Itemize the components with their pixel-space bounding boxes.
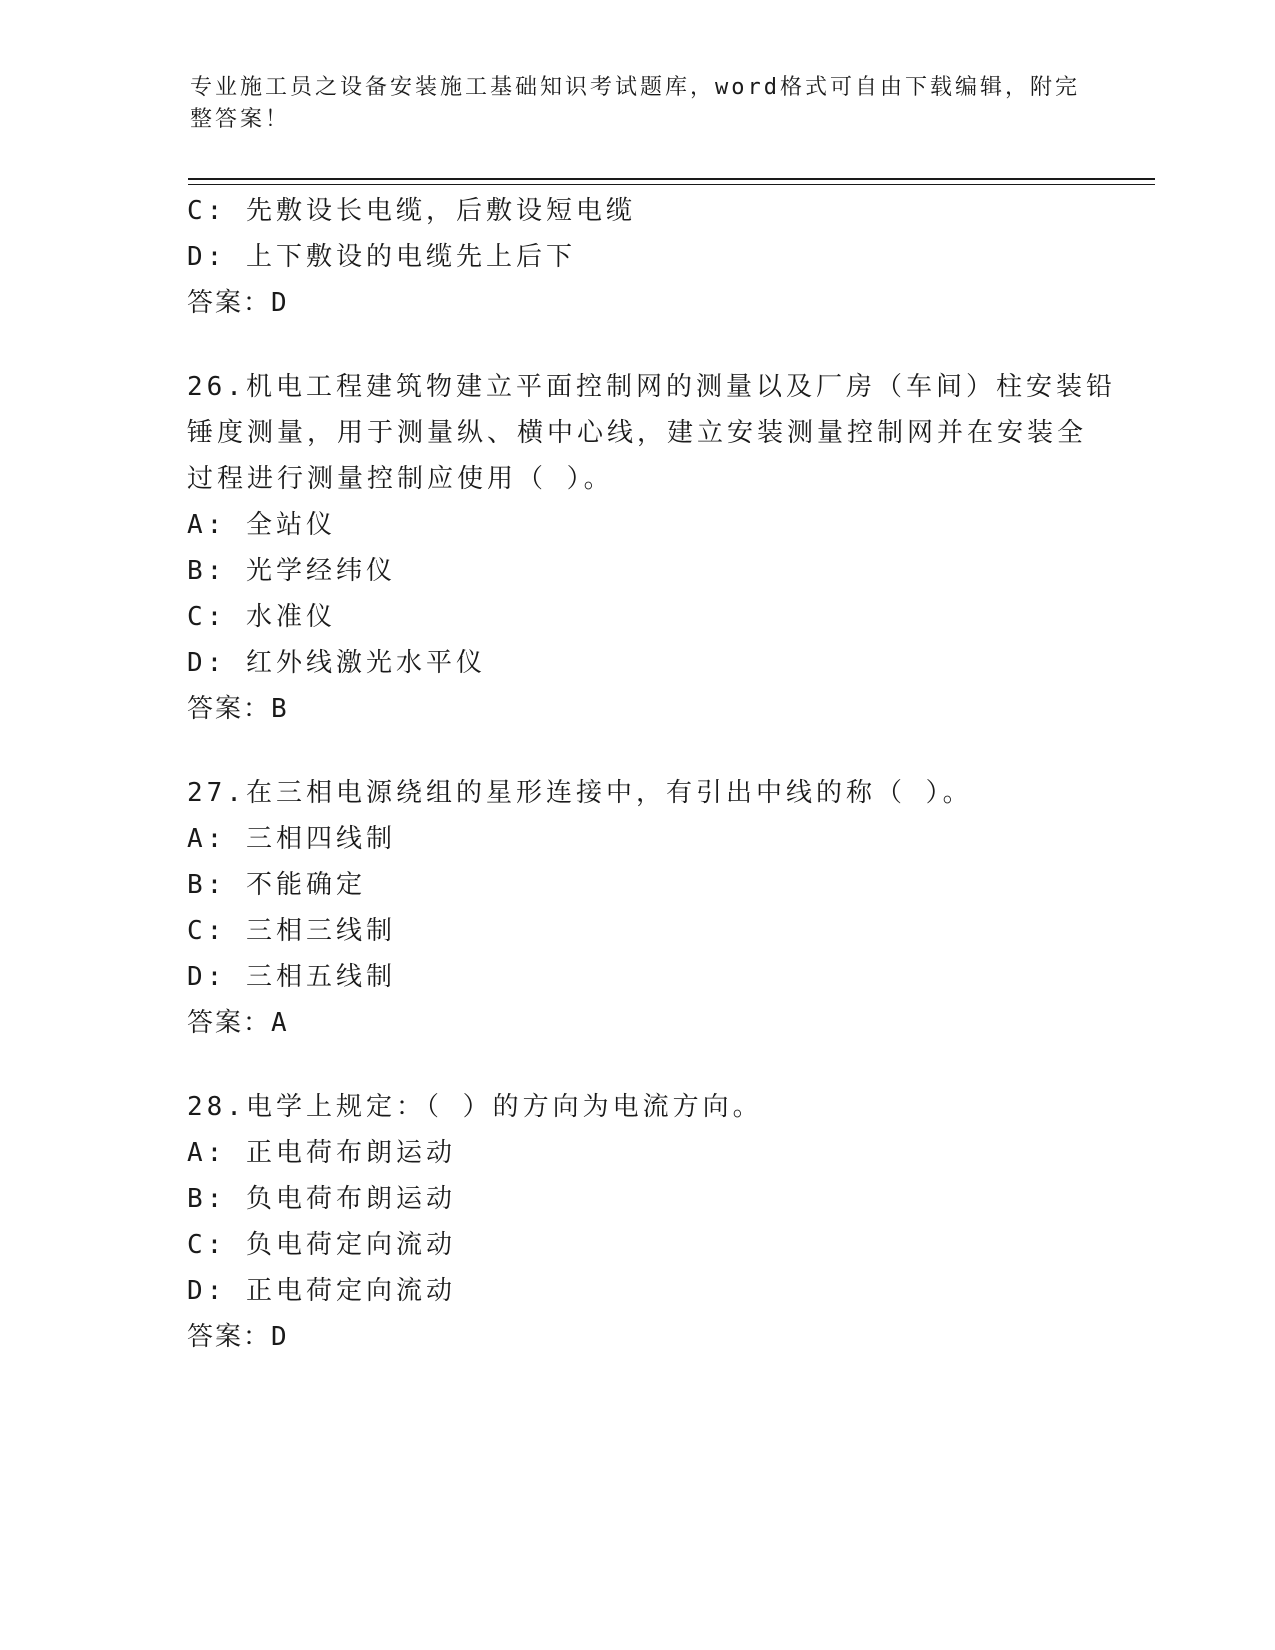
option-a: A: 全站仪 [187, 510, 336, 540]
question-text-line: 26.机电工程建筑物建立平面控制网的测量以及厂房（车间）柱安装铅 [187, 372, 1116, 402]
document-header [190, 72, 1090, 136]
question-list [187, 188, 1116, 1360]
header-line-1: 专业施工员之设备安装施工基础知识考试题库，word格式可自由下载编辑，附完 [190, 75, 1080, 100]
question-27 [187, 770, 1087, 1046]
option-c: C: 先敷设长电缆，后敷设短电缆 [187, 196, 636, 226]
question-26 [187, 364, 1116, 732]
spacer [187, 326, 1087, 364]
option-d: D: 红外线激光水平仪 [187, 648, 486, 678]
option-c: C: 三相三线制 [187, 916, 396, 946]
answer-line: 答案：D [187, 288, 289, 318]
header-line-2: 整答案！ [190, 107, 291, 132]
question-text-line: 过程进行测量控制应使用（ ）。 [187, 464, 614, 494]
header-divider-thin [188, 184, 1155, 185]
header-divider-thick [188, 178, 1155, 180]
option-c: C: 水准仪 [187, 602, 336, 632]
option-b: B: 不能确定 [187, 870, 366, 900]
question-text-line: 28.电学上规定：（ ）的方向为电流方向。 [187, 1092, 763, 1122]
question-28 [187, 1084, 1087, 1360]
answer-line: 答案：B [187, 694, 289, 724]
question-text-line: 27.在三相电源绕组的星形连接中，有引出中线的称（ ）。 [187, 778, 973, 808]
answer-line: 答案：D [187, 1322, 289, 1352]
option-b: B: 光学经纬仪 [187, 556, 396, 586]
option-a: A: 三相四线制 [187, 824, 396, 854]
option-d: D: 三相五线制 [187, 962, 396, 992]
option-a: A: 正电荷布朗运动 [187, 1138, 456, 1168]
previous-question-block [187, 188, 1087, 326]
question-text-line: 锤度测量，用于测量纵、横中心线，建立安装测量控制网并在安装全 [187, 418, 1088, 448]
option-b: B: 负电荷布朗运动 [187, 1184, 456, 1214]
spacer [187, 732, 1087, 770]
option-c: C: 负电荷定向流动 [187, 1230, 456, 1260]
answer-line: 答案：A [187, 1008, 289, 1038]
option-d: D: 上下敷设的电缆先上后下 [187, 242, 576, 272]
spacer [187, 1046, 1087, 1084]
option-d: D: 正电荷定向流动 [187, 1276, 456, 1306]
